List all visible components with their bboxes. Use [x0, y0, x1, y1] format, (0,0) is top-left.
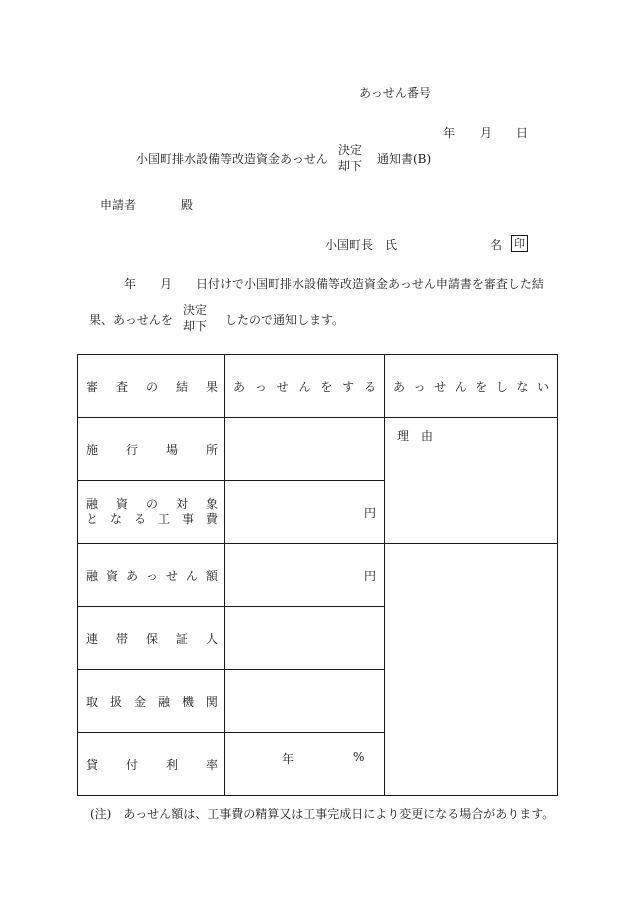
- title-choice-reject: 却下: [338, 159, 363, 173]
- header-reject-mediation-text: あ っ せ ん を し な い: [393, 379, 549, 394]
- seal-stamp: 印: [511, 235, 528, 252]
- value-construction-site[interactable]: [225, 418, 385, 481]
- label-financing-cost: 融 資 の 対 象 と な る 工 事 費: [78, 481, 225, 544]
- value-financial-institution[interactable]: [225, 670, 385, 733]
- issuer-name-prefix: 氏: [385, 238, 398, 252]
- header-review-result: [78, 355, 225, 418]
- applicant-honorific: 殿: [181, 198, 194, 212]
- title-choice-approve: 決定: [338, 143, 363, 157]
- value-mediation-amount[interactable]: [225, 544, 385, 607]
- reject-blank-cell[interactable]: [385, 544, 558, 796]
- body-month: 月: [160, 277, 173, 291]
- date-month-label: 月: [480, 126, 493, 140]
- rate-year-unit: 年: [282, 752, 295, 766]
- value-joint-guarantor[interactable]: [225, 607, 385, 670]
- row-construction-site: [78, 418, 558, 481]
- body-line-1: 日付けで小国町排水設備等改造資金あっせん申請書を審査した結: [196, 277, 544, 291]
- header-reject-mediation: [385, 355, 558, 418]
- yen-unit: 円: [363, 568, 376, 583]
- label-loan-rate: 貸 付 利 率: [78, 733, 225, 796]
- reason-label-1: 理: [397, 429, 410, 443]
- row-mediation-amount: [78, 544, 558, 607]
- label-financial-institution: 取 扱 金 融 機 関: [78, 670, 225, 733]
- yen-unit: 円: [363, 505, 376, 520]
- label-joint-guarantor: 連 帯 保 証 人: [78, 607, 225, 670]
- body-choice-stack: [183, 302, 207, 334]
- title-choice-stack: [338, 142, 362, 174]
- date-day-label: 日: [516, 126, 529, 140]
- applicant-label: 申請者: [100, 198, 137, 212]
- document-title: 小国町排水設備等改造資金あっせん: [136, 152, 328, 166]
- issuer-title: 小国町長: [325, 238, 374, 252]
- value-financing-cost[interactable]: [225, 481, 385, 544]
- application-number-label: あっせん番号: [359, 86, 431, 100]
- header-review-result-text: 審 査 の 結 果: [86, 379, 218, 394]
- issuer-name-suffix: 名: [490, 238, 503, 252]
- document-title-suffix: 通知書(B): [377, 152, 432, 166]
- body-choice-approve: 決定: [183, 303, 208, 317]
- table-header-row: [78, 355, 558, 418]
- header-approve-mediation: [225, 355, 385, 418]
- reason-label-2: 由: [421, 429, 434, 443]
- body-line-2-suffix: したので通知します。: [225, 313, 345, 327]
- body-line-2-prefix: 果、あっせんを: [89, 313, 173, 327]
- date-year-label: 年: [443, 126, 456, 140]
- label-construction-site: 施 行 場 所: [78, 418, 225, 481]
- header-approve-mediation-text: あ っ せ ん を す る: [233, 379, 376, 394]
- value-loan-rate[interactable]: [225, 733, 385, 796]
- reason-cell[interactable]: [385, 418, 558, 544]
- label-mediation-amount: 融 資 あ っ せ ん 額: [78, 544, 225, 607]
- body-year: 年: [124, 277, 137, 291]
- footnote: (注) あっせん額は、工事費の精算又は工事完成日により変更になる場合があります。: [90, 807, 555, 821]
- body-choice-reject: 却下: [183, 319, 208, 333]
- review-result-table: [77, 354, 558, 796]
- rate-percent-unit: %: [353, 750, 365, 764]
